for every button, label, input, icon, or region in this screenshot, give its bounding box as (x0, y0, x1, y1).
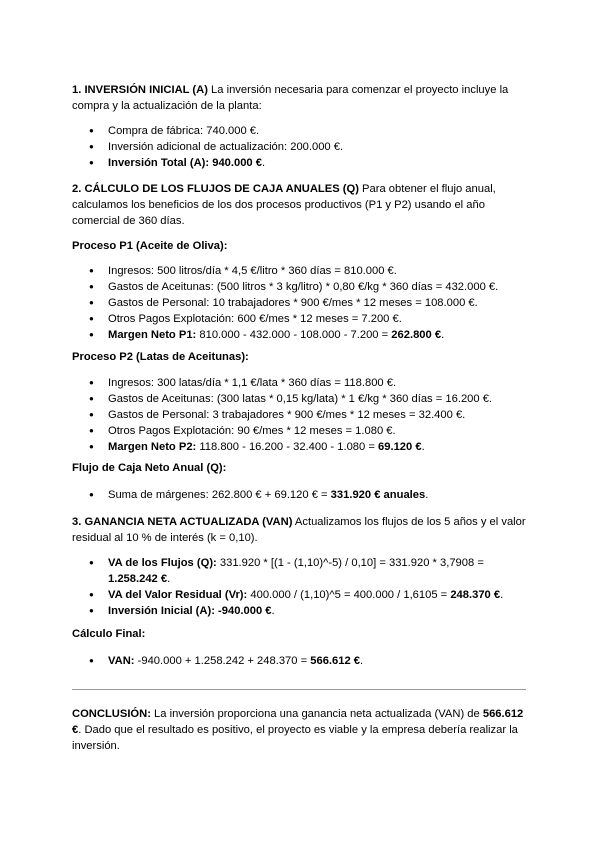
p2-title: Proceso P2 (Latas de Aceitunas): (72, 351, 249, 363)
margin-value: 69.120 € (378, 441, 422, 453)
list-item (72, 311, 532, 327)
horizontal-divider (72, 689, 526, 690)
list-item-value: 331.920 € anuales (330, 489, 426, 501)
margin-value: 262.800 € (391, 329, 442, 341)
list-item-end: . (262, 157, 266, 169)
list-item (72, 295, 532, 311)
list-item-text: Ingresos: 500 litros/día * 4,5 €/litro * 360 días = 810.000 €. (108, 265, 397, 277)
list-item-text: 400.000 / (1,10)^5 = 400.000 / 1,6105 = (247, 589, 451, 601)
list-item (72, 279, 532, 295)
section-inversion-intro: La inversión necesaria para comenzar el proyecto incluye la compra y la actualización de la planta: (72, 84, 509, 112)
list-item-end: . (500, 589, 504, 601)
margin-end: . (421, 441, 425, 453)
conclusion-text-end: . Dado que el resultado es positivo, el proyecto es viable y la empresa debería realizar la inversión. (72, 724, 518, 752)
p1-list (72, 263, 532, 343)
list-item (72, 375, 532, 391)
list-item-text: Gastos de Aceitunas: (300 latas * 0,15 kg/lata) * 1 €/kg * 360 días = 16.200 €. (108, 393, 493, 405)
margin-end: . (441, 329, 445, 341)
list-item-value: 940.000 € (209, 157, 262, 169)
list-item-text: Gastos de Aceitunas: (500 litros * 3 kg/litro) * 0,80 €/kg * 360 días = 432.000 €. (108, 281, 499, 293)
inversion-list (72, 123, 532, 171)
list-item-value: -940.000 € (218, 605, 272, 617)
section-flujos-intro: Para obtener el flujo anual, calculamos los beneficios de los dos procesos productivos (P1 y P2) usando el año comercial de 360 días. (72, 183, 496, 227)
list-item (72, 327, 532, 343)
list-item-end: . (271, 605, 275, 617)
list-item-text: 331.920 * [(1 - (1,10)^-5) / 0,10] = 331.920 * 3,7908 = (216, 557, 484, 569)
section-inversion-heading: 1. INVERSIÓN INICIAL (A) (72, 84, 208, 96)
conclusion-label: CONCLUSIÓN: (72, 708, 151, 720)
neto-title: Flujo de Caja Neto Anual (Q): (72, 462, 227, 474)
list-item-end: . (167, 573, 171, 585)
list-item-label: VAN: (108, 655, 135, 667)
section-inversion-paragraph (72, 82, 532, 114)
list-item-value: 248.370 € (450, 589, 501, 601)
margin-label: Margen Neto P2: (108, 441, 197, 453)
section-van-intro: Actualizamos los flujos de los 5 años y el valor residual al 10 % de interés (k = 0,10). (72, 516, 526, 544)
margin-label: Margen Neto P1: (108, 329, 197, 341)
list-item-text: Otros Pagos Explotación: 600 €/mes * 12 meses = 7.200 €. (108, 313, 402, 325)
list-item (72, 139, 532, 155)
list-item-label: VA de los Flujos (Q): (108, 557, 217, 569)
list-item-label: Inversión Inicial (A): (108, 605, 215, 617)
section-flujos-paragraph (72, 181, 532, 229)
list-item-text: Gastos de Personal: 10 trabajadores * 900 €/mes * 12 meses = 108.000 €. (108, 297, 478, 309)
van-list (72, 555, 532, 619)
list-item (72, 555, 532, 587)
neto-list (72, 487, 532, 503)
section-van-paragraph (72, 514, 532, 546)
list-item (72, 123, 532, 139)
list-item (72, 155, 532, 171)
list-item-text: Otros Pagos Explotación: 90 €/mes * 12 meses = 1.080 €. (108, 425, 396, 437)
conclusion-paragraph (72, 706, 532, 754)
margin-calc: 118.800 - 16.200 - 32.400 - 1.080 = (196, 441, 379, 453)
list-item (72, 391, 532, 407)
section-flujos-heading: 2. CÁLCULO DE LOS FLUJOS DE CAJA ANUALES (Q) (72, 183, 359, 195)
list-item-label: Inversión Total (A): (108, 157, 210, 169)
list-item (72, 407, 532, 423)
section-van-heading: 3. GANANCIA NETA ACTUALIZADA (VAN) (72, 516, 293, 528)
list-item-text: Inversión adicional de actualización: 200.000 €. (108, 141, 344, 153)
conclusion-value: 566.612 € (72, 708, 524, 736)
p2-list (72, 375, 532, 455)
list-item-value: 566.612 € (310, 655, 361, 667)
list-item (72, 587, 532, 603)
list-item-text: Suma de márgenes: 262.800 € + 69.120 € = (108, 489, 331, 501)
p1-title: Proceso P1 (Aceite de Oliva): (72, 240, 228, 252)
list-item (72, 439, 532, 455)
list-item (72, 423, 532, 439)
final-title: Cálculo Final: (72, 628, 146, 640)
list-item-end: . (425, 489, 429, 501)
margin-calc: 810.000 - 432.000 - 108.000 - 7.200 = (196, 329, 392, 341)
list-item (72, 487, 532, 503)
conclusion-text: La inversión proporciona una ganancia neta actualizada (VAN) de (150, 708, 483, 720)
final-list (72, 653, 532, 669)
list-item-text: Gastos de Personal: 3 trabajadores * 900 €/mes * 12 meses = 32.400 €. (108, 409, 466, 421)
list-item (72, 653, 532, 669)
list-item-end: . (360, 655, 364, 667)
list-item-text: -940.000 + 1.258.242 + 248.370 = (134, 655, 311, 667)
list-item-label: VA del Valor Residual (Vr): (108, 589, 248, 601)
list-item-text: Compra de fábrica: 740.000 €. (108, 125, 260, 137)
list-item (72, 603, 532, 619)
list-item-text: Ingresos: 300 latas/día * 1,1 €/lata * 360 días = 118.800 €. (108, 377, 397, 389)
list-item (72, 263, 532, 279)
list-item-value: 1.258.242 € (108, 573, 168, 585)
